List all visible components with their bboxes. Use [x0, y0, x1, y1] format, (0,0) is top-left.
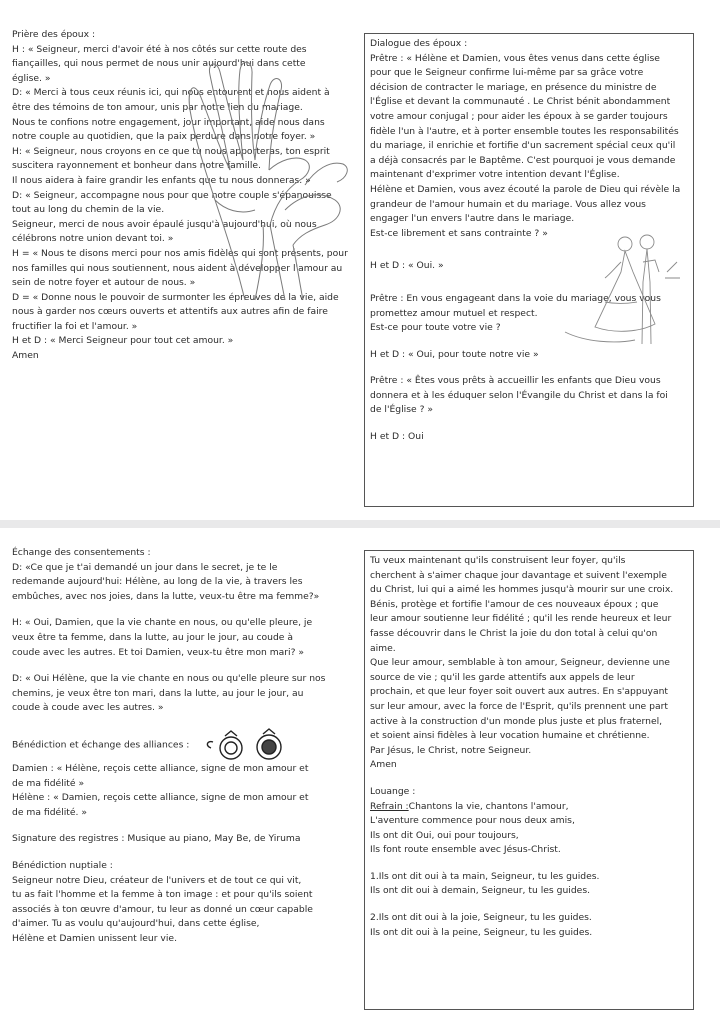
text-line	[370, 554, 688, 569]
spacer	[12, 716, 350, 728]
text-line	[370, 403, 688, 418]
line-text: Ils font route ensemble avec Jésus-Christ.	[370, 844, 561, 856]
document-page-2	[0, 528, 720, 1030]
line-text: pour que le Seigneur confirme lui-même par sa grâce votre	[370, 67, 644, 79]
text-line	[370, 81, 688, 96]
text-line	[370, 758, 688, 773]
text-line	[370, 374, 688, 389]
line-text: notre couple au quotidien, que la paix perdure dans notre foyer. »	[12, 131, 316, 143]
line-text: fructifier la foi et l'amour. »	[12, 320, 138, 332]
line-text: cherchent à s'aimer chaque jour davantage et suivent l'exemple	[370, 569, 667, 581]
line-text: du Christ, lui qui a aimé les hommes jusqu'à mourir sur une croix.	[370, 584, 674, 596]
line-text: Par Jésus, le Christ, notre Seigneur.	[370, 744, 532, 756]
line-text: Bénédiction et échange des alliances :	[12, 739, 190, 751]
line-text: a déjà consacrés par le Baptême. C'est pourquoi je vous demande	[370, 154, 676, 166]
spacer	[370, 418, 688, 430]
line-text: nous à garder nos cœurs ouverts et attentifs aux autres afin de faire	[12, 306, 328, 318]
line-text: d'aimer. Tu as voulu qu'aujourd'hui, dans cette église,	[12, 918, 260, 930]
line-text: fiançailles, qui nous permet de nous unir aujourd'hui dans cette	[12, 58, 306, 70]
line-text: H : « Seigneur, merci d'avoir été à nos côtés sur cette route des	[12, 43, 307, 55]
line-text: Est-ce pour toute votre vie ?	[370, 322, 501, 334]
spacer	[370, 858, 688, 870]
line-text: de ma fidélité. »	[12, 806, 87, 818]
text-line	[12, 888, 350, 903]
text-line	[370, 125, 688, 140]
text-line	[370, 168, 688, 183]
text-line	[370, 814, 688, 829]
line-text: décision de contracter le mariage, en présence du ministre de	[370, 81, 657, 93]
text-line	[12, 590, 350, 605]
text-line	[12, 672, 350, 687]
text-line	[370, 66, 688, 81]
line-text: du mariage, il enrichie et fortifie d'un sacrement spécial ceux qu'il	[370, 140, 676, 152]
text-line	[370, 926, 688, 941]
text-line	[370, 870, 688, 885]
line-text: votre amour conjugal ; pour aider les époux à se garder toujours	[370, 110, 668, 122]
line-text: promettez amour mutuel et respect.	[370, 307, 538, 319]
line-text: Amen	[370, 759, 397, 771]
line-text: Signature des registres : Musique au piano, May Be, de Yiruma	[12, 833, 301, 845]
line-text: Prêtre : « Hélène et Damien, vous êtes venus dans cette église	[370, 52, 660, 64]
line-text: Prêtre : « Êtes vous prêts à accueillir les enfants que Dieu vous	[370, 375, 661, 387]
line-text: l'Église et devant la communauté . Le Christ bénit abondamment	[370, 96, 671, 108]
blessing-box	[364, 550, 694, 1010]
text-line	[12, 762, 350, 777]
line-text: sein de notre foyer et autour de nous. »	[12, 277, 196, 289]
line-text: Nous te confions notre engagement, jour important, aide nous dans	[12, 116, 325, 128]
line-text: Amen	[12, 350, 39, 362]
text-line	[12, 320, 350, 335]
line-text: grandeur de l'amour humain et du mariage. Vous allez vous	[370, 198, 646, 210]
text-line	[370, 583, 688, 598]
line-text: H et D : Oui	[370, 431, 424, 443]
text-line	[370, 212, 688, 227]
line-text: suscitera rayonnement et bonheur dans notre famille.	[12, 160, 261, 172]
text-line	[12, 806, 350, 821]
text-line	[12, 646, 350, 661]
line-text: redemande aujourd'hui: Hélène, au long de la vie, à travers les	[12, 576, 303, 588]
text-line	[370, 884, 688, 899]
text-line	[370, 430, 688, 445]
text-line	[12, 832, 350, 847]
text-line	[12, 701, 350, 716]
text-line	[370, 642, 688, 657]
text-line	[12, 561, 350, 576]
line-text: H = « Nous te disons merci pour nos amis fidèles qui sont présents, pour	[12, 247, 348, 259]
line-text: Prière des époux :	[12, 29, 96, 40]
spacer	[370, 899, 688, 911]
text-line	[370, 785, 688, 800]
line-text: H et D : « Oui. »	[370, 260, 444, 272]
text-line	[370, 700, 688, 715]
text-line	[370, 95, 688, 110]
line-text: H et D : « Oui, pour toute notre vie »	[370, 348, 539, 360]
spacer	[12, 847, 350, 859]
text-line	[12, 777, 350, 792]
text-line	[12, 859, 350, 874]
spacer	[12, 820, 350, 832]
text-line	[12, 917, 350, 932]
line-text: associés à ton œuvre d'amour, tu leur as donné un cœur capable	[12, 903, 313, 915]
consent-column	[12, 546, 350, 946]
text-line	[370, 139, 688, 154]
text-line	[12, 874, 350, 889]
text-line	[370, 52, 688, 67]
line-text: leur amour soutienne leur fidélité ; qu'il les rende heureux et leur	[370, 613, 672, 625]
text-line	[12, 687, 350, 702]
line-text: Prêtre : En vous engageant dans la voie du mariage, vous vous	[370, 292, 661, 304]
text-line	[370, 715, 688, 730]
line-text: D: « Oui Hélène, que la vie chante en nous ou qu'elle pleure sur nos	[12, 673, 326, 685]
text-line	[370, 37, 688, 52]
line-text: D: « Merci à tous ceux réunis ici, qui nous entourent et nous aident à	[12, 87, 330, 99]
text-line	[370, 612, 688, 627]
line-text: Hélène et Damien unissent leur vie.	[12, 932, 177, 944]
line-text: Hélène : « Damien, reçois cette alliance, signe de mon amour et	[12, 792, 309, 804]
text-line	[370, 685, 688, 700]
line-text: sur leur amour, avec la force de l'Esprit, qu'ils prennent une part	[370, 700, 668, 712]
line-text: veux être ta femme, dans la lutte, au jour le jour, au coude à	[12, 631, 293, 643]
line-text: Ils ont dit oui à la peine, Seigneur, tu les guides.	[370, 926, 593, 938]
line-text: Tu veux maintenant qu'ils construisent leur foyer, qu'ils	[370, 555, 626, 566]
line-text: Est-ce librement et sans contrainte ? »	[370, 227, 548, 239]
line-text: engager l'un envers l'autre dans le mariage.	[370, 213, 575, 225]
line-text: H et D : « Merci Seigneur pour tout cet amour. »	[12, 335, 234, 347]
line-text: Chantons la vie, chantons l'amour,	[408, 800, 569, 812]
line-text: tu as fait l'homme et la femme à ton image : et pour qu'ils soient	[12, 889, 313, 901]
text-line	[12, 903, 350, 918]
line-text: aime.	[370, 642, 396, 654]
line-text: Dialogue des époux :	[370, 38, 468, 49]
spacer	[370, 773, 688, 785]
line-text: coude avec les autres. Et toi Damien, veux-tu être mon mari? »	[12, 646, 305, 658]
line-text: fidèle l'un à l'autre, et à porter ensemble toutes les responsabilités	[370, 125, 679, 137]
line-text: donnera et à les éduquer selon l'Évangile du Christ et dans la foi	[370, 389, 668, 401]
spacer	[370, 362, 688, 374]
text-line	[370, 569, 688, 584]
line-text: célébrons notre union devant toi. »	[12, 233, 174, 245]
line-text: L'aventure commence pour nous deux amis,	[370, 815, 575, 827]
couple-drawing	[555, 232, 690, 352]
wedding-rings-icon	[189, 739, 295, 750]
line-text: Seigneur, merci de nous avoir épaulé jusqu'à aujourd'hui, où nous	[12, 218, 317, 230]
text-line	[12, 728, 350, 762]
text-line	[12, 791, 350, 806]
line-text: Bénédiction nuptiale :	[12, 859, 113, 871]
line-text: H: « Oui, Damien, que la vie chante en nous, ou qu'elle pleure, je	[12, 617, 313, 629]
text-line	[12, 546, 350, 561]
text-line	[12, 631, 350, 646]
line-text: nos familles qui nous soutiennent, nous aident à développer l'amour au	[12, 262, 343, 274]
text-line	[370, 389, 688, 404]
line-text: Seigneur notre Dieu, créateur de l'univers et de tout ce qui vit,	[12, 874, 302, 886]
line-text: embûches, avec nos joies, dans la lutte, veux-tu être ma femme?»	[12, 590, 320, 602]
text-line	[12, 43, 350, 58]
text-line	[370, 911, 688, 926]
line-text: Louange :	[370, 785, 416, 797]
text-line	[12, 334, 350, 349]
line-text: Hélène et Damien, vous avez écouté la parole de Dieu qui révèle la	[370, 183, 681, 195]
line-text: Ils ont dit Oui, oui pour toujours,	[370, 829, 519, 841]
line-text: coude à coude avec les autres. »	[12, 702, 164, 714]
refrain-label: Refrain :	[370, 800, 409, 812]
text-line	[370, 627, 688, 642]
line-text: chemins, je veux être ton mari, dans la lutte, au jour le jour, au	[12, 687, 304, 699]
line-text: Damien : « Hélène, reçois cette alliance, signe de mon amour et	[12, 762, 309, 774]
line-text: tout au long du chemin de la vie.	[12, 204, 165, 216]
text-line	[12, 616, 350, 631]
spacer	[12, 604, 350, 616]
text-line	[370, 729, 688, 744]
line-text: et soient ainsi fidèles à leur vocation humaine et chrétienne.	[370, 730, 650, 742]
text-line	[370, 198, 688, 213]
line-text: fasse découvrir dans le Christ la joie du don total à celui qu'on	[370, 627, 658, 639]
line-text: 1.Ils ont dit oui à ta main, Seigneur, tu les guides.	[370, 870, 600, 882]
text-line	[370, 656, 688, 671]
line-text: église. »	[12, 72, 51, 84]
text-line	[370, 843, 688, 858]
text-line	[370, 829, 688, 844]
text-line	[370, 183, 688, 198]
text-line	[370, 800, 688, 815]
text-line	[370, 154, 688, 169]
line-text: Que leur amour, semblable à ton amour, Seigneur, devienne une	[370, 657, 670, 669]
hands-drawing	[185, 60, 355, 305]
line-text: D: « Seigneur, accompagne nous pour que notre couple s'épanouisse	[12, 189, 332, 201]
text-line	[370, 598, 688, 613]
text-line	[12, 349, 350, 364]
line-text: D = « Donne nous le pouvoir de surmonter les épreuves de la vie, aide	[12, 291, 339, 303]
line-text: H: « Seigneur, nous croyons en ce que tu nous apporteras, ton esprit	[12, 145, 330, 157]
text-line	[12, 305, 350, 320]
text-line	[370, 110, 688, 125]
text-line	[12, 932, 350, 947]
line-text: Ils ont dit oui à demain, Seigneur, tu les guides.	[370, 885, 591, 897]
line-text: Il nous aidera à faire grandir les enfants que tu nous donneras. »	[12, 174, 311, 186]
line-text: Échange des consentements :	[12, 547, 151, 558]
text-line	[12, 575, 350, 590]
line-text: source de vie ; qu'il les garde attentifs aux appels de leur	[370, 671, 635, 683]
spacer	[12, 660, 350, 672]
line-text: maintenant d'exprimer votre intention devant l'Église.	[370, 169, 620, 181]
line-text: de l'Église ? »	[370, 404, 434, 416]
line-text: être des témoins de ton amour, unis par notre lien du mariage.	[12, 101, 303, 113]
text-line	[370, 744, 688, 759]
line-text: de ma fidélité »	[12, 777, 85, 789]
line-text: 2.Ils ont dit oui à la joie, Seigneur, tu les guides.	[370, 912, 592, 924]
line-text: D: «Ce que je t'ai demandé un jour dans le secret, je te le	[12, 561, 278, 573]
line-text: prochain, et que leur foyer soit ouvert aux autres. En s'appuyant	[370, 686, 669, 698]
text-line	[370, 671, 688, 686]
line-text: Bénis, protège et fortifie l'amour de ces nouveaux époux ; que	[370, 598, 659, 610]
line-text: active à la construction d'un monde plus juste et plus fraternel,	[370, 715, 663, 727]
text-line	[12, 28, 350, 43]
